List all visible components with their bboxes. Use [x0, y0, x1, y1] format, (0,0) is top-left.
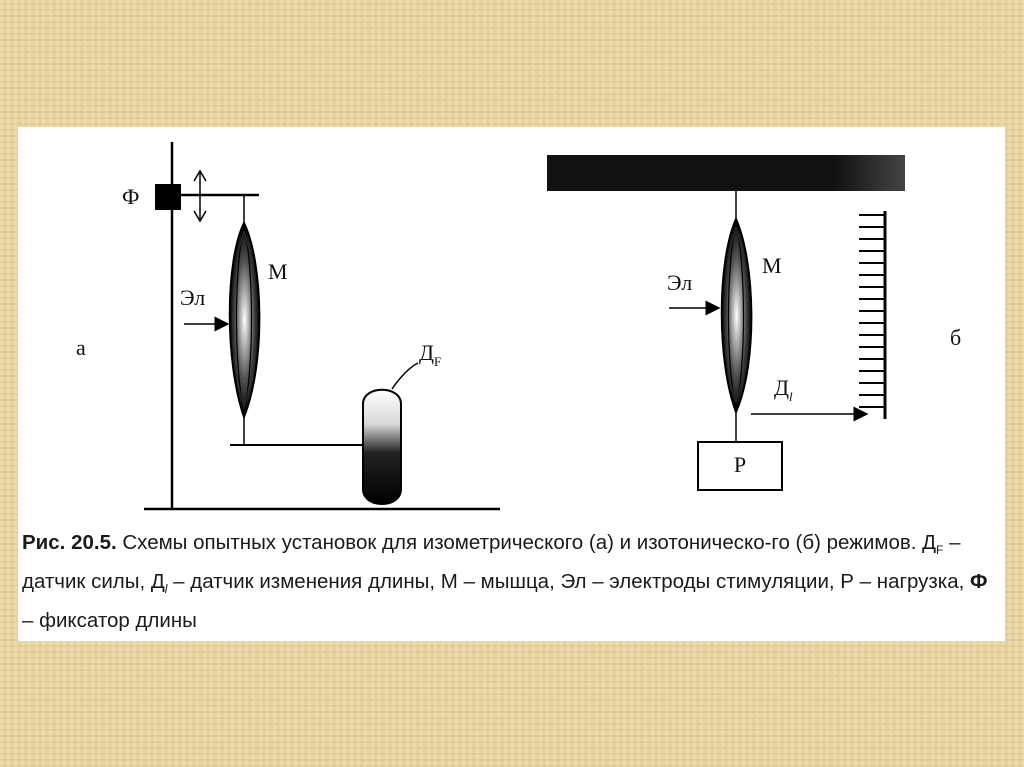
caption-sub-f: F [936, 543, 944, 558]
panel-b [547, 155, 961, 490]
panel-a-label: а [76, 335, 86, 360]
caption-text-1: Схемы опытных установок для изометрического (а) и изотоническо-го (б) режимов. Д [116, 531, 937, 554]
force-sensor-label: $Д_F$ [419, 340, 442, 369]
caption-text-2: – датчик силы, Д [22, 531, 961, 594]
figure-caption [22, 527, 1004, 636]
fixator-block [155, 184, 181, 210]
caption-figure-number: Рис. 20.5. [22, 531, 117, 554]
panel-b-label: б [950, 325, 962, 350]
ceiling-support [547, 155, 905, 191]
muscle-a-label: М [268, 259, 288, 284]
fixator-label: Ф [122, 184, 140, 209]
figure-diagram [18, 127, 1005, 527]
caption-text-3: – датчик изменения длины, М – мышца, Эл – электроды стимуляции, Р – нагрузка, [167, 570, 970, 594]
load-label: Р [733, 452, 747, 477]
electrodes-b-label: Эл [667, 270, 693, 295]
caption-sub-l: l [164, 582, 168, 597]
slide-panel [18, 127, 1005, 641]
muscle-b-label: М [762, 253, 782, 278]
force-sensor-pointer [392, 363, 418, 389]
length-scale [859, 211, 885, 419]
electrodes-a-label: Эл [180, 285, 206, 310]
panel-a [76, 142, 500, 509]
muscle-b [722, 219, 752, 412]
caption-phi: Ф [970, 570, 988, 594]
length-sensor-label: $Д_l$ [774, 375, 793, 404]
caption-text-4: – фиксатор длины [22, 609, 197, 633]
force-sensor [363, 390, 401, 504]
muscle-a [230, 223, 260, 417]
